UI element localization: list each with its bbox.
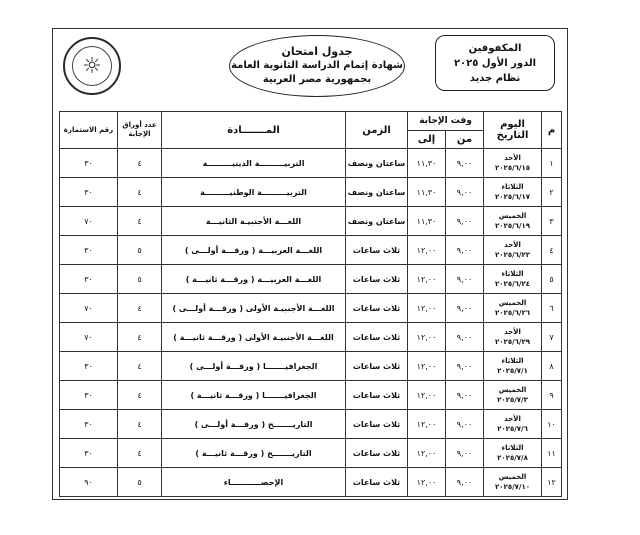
row-sheets: ٥ <box>118 236 162 265</box>
row-day: الأحد <box>504 328 521 336</box>
row-from: ٩,٠٠ <box>446 410 484 439</box>
row-sheets: ٥ <box>118 468 162 497</box>
table-row <box>60 236 562 265</box>
row-date: ٢٠٢٥/٧/٣ <box>497 396 528 404</box>
row-duration: ساعتان ونصف <box>346 178 408 207</box>
row-day-date <box>484 294 542 323</box>
row-day-date <box>484 323 542 352</box>
row-form: ٣٠ <box>60 410 118 439</box>
row-index: ٢ <box>542 178 562 207</box>
row-sheets: ٤ <box>118 323 162 352</box>
row-subject: الإحصـــــــــــاء <box>162 468 346 497</box>
row-from: ٩,٠٠ <box>446 439 484 468</box>
table-row <box>60 468 562 497</box>
row-from: ٩,٠٠ <box>446 178 484 207</box>
row-subject: التاريـــــــخ ( ورقـــة ثانيـــة ) <box>162 439 346 468</box>
row-day-date <box>484 207 542 236</box>
row-day: الثلاثاء <box>501 357 524 365</box>
row-form: ٣٠ <box>60 178 118 207</box>
row-day-date <box>484 236 542 265</box>
row-form: ٣٠ <box>60 439 118 468</box>
row-day: الخميس <box>498 473 527 481</box>
row-form: ٣٠ <box>60 236 118 265</box>
row-duration: ساعتان ونصف <box>346 207 408 236</box>
row-duration: ثلاث ساعات <box>346 381 408 410</box>
col-index-header: م <box>542 112 562 149</box>
row-sheets: ٤ <box>118 207 162 236</box>
row-index: ٨ <box>542 352 562 381</box>
row-sheets: ٤ <box>118 410 162 439</box>
col-to-header: إلى <box>408 131 446 149</box>
info-line-2: الدور الأول ٢٠٢٥ <box>453 57 537 69</box>
row-sheets: ٤ <box>118 381 162 410</box>
row-duration: ثلاث ساعات <box>346 468 408 497</box>
row-day: الأحد <box>504 241 521 249</box>
row-duration: ثلاث ساعات <box>346 294 408 323</box>
row-date: ٢٠٢٥/٦/٢٩ <box>495 338 531 346</box>
row-index: ٩ <box>542 381 562 410</box>
title-line-1: جدول امتحان <box>281 45 353 58</box>
row-subject: اللغـــة الأجنبيـة الأولى ( ورقـــة أولـــى ) <box>162 294 346 323</box>
exam-info-box <box>435 35 555 91</box>
row-day-date <box>484 265 542 294</box>
row-from: ٩,٠٠ <box>446 265 484 294</box>
row-form: ٧٠ <box>60 323 118 352</box>
row-sheets: ٤ <box>118 439 162 468</box>
row-day-date <box>484 410 542 439</box>
row-date: ٢٠٢٥/٧/٨ <box>497 454 528 462</box>
row-date: ٢٠٢٥/٦/٢٤ <box>495 280 531 288</box>
row-from: ٩,٠٠ <box>446 149 484 178</box>
table-row <box>60 410 562 439</box>
row-index: ١ <box>542 149 562 178</box>
exam-schedule-sheet <box>52 28 568 500</box>
row-day: الثلاثاء <box>501 270 524 278</box>
row-form: ٣٠ <box>60 265 118 294</box>
row-duration: ثلاث ساعات <box>346 439 408 468</box>
row-date: ٢٠٢٥/٦/١٩ <box>495 222 531 230</box>
col-subject-header: المـــــــادة <box>162 112 346 149</box>
row-date: ٢٠٢٥/٧/٦ <box>497 425 528 433</box>
row-date: ٢٠٢٥/٧/١ <box>497 367 528 375</box>
row-date: ٢٠٢٥/٧/١٠ <box>495 483 531 491</box>
row-form: ٣٠ <box>60 149 118 178</box>
row-day: الثلاثاء <box>501 183 524 191</box>
row-day: الخميس <box>498 212 527 220</box>
row-day: الثلاثاء <box>501 444 524 452</box>
title-line-2: شهادة إتمام الدراسة الثانوية العامة <box>231 60 403 71</box>
row-subject: التاريـــــــخ ( ورقـــة أولـــى ) <box>162 410 346 439</box>
ministry-seal-icon <box>63 37 121 95</box>
row-from: ٩,٠٠ <box>446 468 484 497</box>
row-index: ١٢ <box>542 468 562 497</box>
row-sheets: ٥ <box>118 265 162 294</box>
row-subject: اللغـــة الأجنبيـة الثانيـــة <box>162 207 346 236</box>
row-from: ٩,٠٠ <box>446 323 484 352</box>
row-to: ١٢,٠٠ <box>408 410 446 439</box>
col-duration-header: الزمن <box>346 112 408 149</box>
row-duration: ثلاث ساعات <box>346 410 408 439</box>
row-index: ١٠ <box>542 410 562 439</box>
table-row <box>60 352 562 381</box>
table-row <box>60 207 562 236</box>
row-sheets: ٤ <box>118 149 162 178</box>
row-sheets: ٤ <box>118 294 162 323</box>
table-row <box>60 381 562 410</box>
row-index: ٦ <box>542 294 562 323</box>
row-to: ١٢,٠٠ <box>408 352 446 381</box>
row-to: ١١,٣٠ <box>408 178 446 207</box>
row-from: ٩,٠٠ <box>446 207 484 236</box>
row-index: ٤ <box>542 236 562 265</box>
row-day-date <box>484 468 542 497</box>
title-oval <box>229 35 405 97</box>
schedule-rows <box>60 149 562 497</box>
row-form: ٣٠ <box>60 352 118 381</box>
col-form-header: رقم الاستمارة <box>60 112 118 149</box>
row-index: ١١ <box>542 439 562 468</box>
row-to: ١٢,٠٠ <box>408 294 446 323</box>
row-from: ٩,٠٠ <box>446 381 484 410</box>
row-subject: التربيـــــــــة الوطنيـــــــــة <box>162 178 346 207</box>
eagle-icon: ☼ <box>72 46 112 86</box>
row-from: ٩,٠٠ <box>446 294 484 323</box>
col-day-label: اليوم <box>500 119 525 130</box>
row-subject: الجغرافيـــــــا ( ورقـــة أولـــى ) <box>162 352 346 381</box>
col-date-label: التاريخ <box>496 130 529 141</box>
row-date: ٢٠٢٥/٦/٢٢ <box>495 251 531 259</box>
row-to: ١٢,٠٠ <box>408 381 446 410</box>
info-line-3: نظام جديد <box>469 72 521 84</box>
row-form: ٧٠ <box>60 207 118 236</box>
col-from-header: من <box>446 131 484 149</box>
row-day: الأحد <box>504 154 521 162</box>
row-form: ٣٠ <box>60 381 118 410</box>
row-day-date <box>484 178 542 207</box>
row-day-date <box>484 381 542 410</box>
row-index: ٥ <box>542 265 562 294</box>
row-date: ٢٠٢٥/٦/٢٦ <box>495 309 531 317</box>
col-sheets-header: عدد أوراق الإجابة <box>118 112 162 149</box>
row-day: الأحد <box>504 415 521 423</box>
row-subject: اللغـــة العربيـــة ( ورقـــة ثانيـــة ) <box>162 265 346 294</box>
col-time-header: وقت الإجابة <box>408 112 484 131</box>
row-subject: التربيـــــــــة الدينيـــــــــة <box>162 149 346 178</box>
row-to: ١٢,٠٠ <box>408 265 446 294</box>
row-to: ١٢,٠٠ <box>408 439 446 468</box>
col-day-date-header <box>484 112 542 149</box>
row-subject: الجغرافيـــــــا ( ورقـــة ثانيـــة ) <box>162 381 346 410</box>
row-to: ١٢,٠٠ <box>408 323 446 352</box>
row-form: ٧٠ <box>60 294 118 323</box>
row-index: ٧ <box>542 323 562 352</box>
row-subject: اللغـــة العربيـــة ( ورقـــة أولـــى ) <box>162 236 346 265</box>
row-from: ٩,٠٠ <box>446 352 484 381</box>
table-row <box>60 294 562 323</box>
row-day-date <box>484 439 542 468</box>
row-subject: اللغـــة الأجنبيـة الأولى ( ورقـــة ثانيـــة ) <box>162 323 346 352</box>
row-duration: ثلاث ساعات <box>346 265 408 294</box>
title-line-3: بجمهورية مصر العربية <box>262 74 372 85</box>
row-to: ١٢,٠٠ <box>408 236 446 265</box>
schedule-header <box>53 29 567 107</box>
row-day-date <box>484 149 542 178</box>
row-day: الخميس <box>498 299 527 307</box>
info-line-1: المكفوفين <box>468 42 522 54</box>
row-from: ٩,٠٠ <box>446 236 484 265</box>
table-row <box>60 265 562 294</box>
row-to: ١١,٣٠ <box>408 207 446 236</box>
schedule-table <box>59 111 562 497</box>
row-sheets: ٤ <box>118 352 162 381</box>
table-row <box>60 178 562 207</box>
row-index: ٣ <box>542 207 562 236</box>
row-date: ٢٠٢٥/٦/١٥ <box>495 164 531 172</box>
row-sheets: ٤ <box>118 178 162 207</box>
table-row <box>60 323 562 352</box>
row-duration: ثلاث ساعات <box>346 323 408 352</box>
row-day-date <box>484 352 542 381</box>
row-day: الخميس <box>498 386 527 394</box>
row-duration: ثلاث ساعات <box>346 236 408 265</box>
row-to: ١١,٣٠ <box>408 149 446 178</box>
row-date: ٢٠٢٥/٦/١٧ <box>495 193 531 201</box>
row-form: ٩٠ <box>60 468 118 497</box>
table-row <box>60 149 562 178</box>
row-to: ١٢,٠٠ <box>408 468 446 497</box>
row-duration: ثلاث ساعات <box>346 352 408 381</box>
table-row <box>60 439 562 468</box>
row-duration: ساعتان ونصف <box>346 149 408 178</box>
